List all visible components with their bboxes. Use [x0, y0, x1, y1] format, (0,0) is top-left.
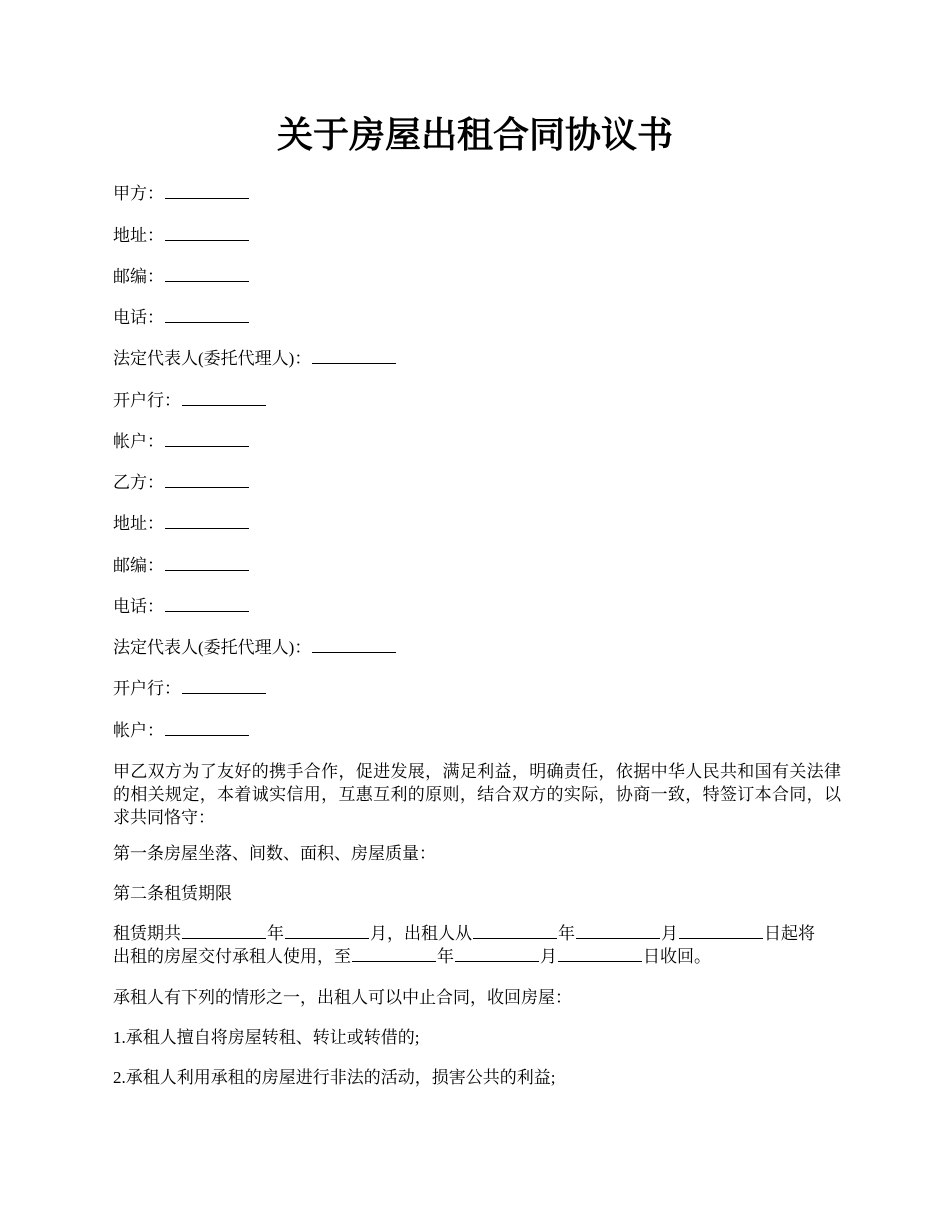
party-b-name-field [113, 471, 250, 494]
document-title: 关于房屋出租合同协议书 [276, 115, 673, 156]
termination-item-1: 1.承租人擅自将房屋转租、转让或转借的; [113, 1028, 420, 1047]
party-a-name-blank [165, 182, 249, 199]
party-a-address-blank [165, 224, 249, 241]
party-b-bank-label: 开户行： [113, 679, 181, 698]
party-a-rep-blank [312, 347, 396, 364]
party-a-account-label: 帐户： [113, 432, 164, 451]
lease-term-line-1 [113, 922, 815, 945]
end-month-blank [455, 945, 539, 962]
party-a-name-field [113, 182, 250, 205]
party-b-account-field [113, 719, 250, 742]
end-year-blank [352, 945, 436, 962]
party-b-phone-blank [165, 595, 249, 612]
start-day-blank [679, 922, 763, 939]
article-1-heading: 第一条房屋坐落、间数、面积、房屋质量： [113, 844, 436, 863]
party-b-phone-field [113, 595, 250, 618]
lease-term-text: 日起将 [764, 924, 815, 943]
party-b-account-blank [165, 719, 249, 736]
party-b-address-blank [165, 512, 249, 529]
lease-term-text: 月 [661, 924, 678, 943]
lease-term-text: 年 [267, 924, 284, 943]
termination-item-2: 2.承租人利用承租的房屋进行非法的活动，损害公共的利益; [113, 1068, 556, 1087]
party-a-address-field [113, 224, 250, 247]
lease-term-months-blank [285, 922, 369, 939]
party-a-address-label: 地址： [113, 226, 164, 245]
lease-term-years-blank [182, 922, 266, 939]
party-a-name-label: 甲方： [113, 184, 164, 203]
party-b-rep-field [113, 636, 397, 659]
end-day-blank [558, 945, 642, 962]
party-b-postcode-field [113, 554, 250, 577]
party-b-postcode-blank [165, 554, 249, 571]
party-a-phone-blank [165, 306, 249, 323]
party-b-address-label: 地址： [113, 514, 164, 533]
party-a-bank-label: 开户行： [113, 391, 181, 410]
party-b-postcode-label: 邮编： [113, 556, 164, 575]
preamble-paragraph: 甲乙双方为了友好的携手合作，促进发展，满足利益，明确责任，依据中华人民共和国有关法律的相关规定，本着诚实信用，互惠互利的原则，结合双方的实际，协商一致，特签订本合同，以求共同恪守： [113, 762, 841, 827]
lease-term-line-2 [113, 945, 711, 968]
termination-intro: 承租人有下列的情形之一，出租人可以中止合同，收回房屋： [113, 988, 572, 1007]
party-a-postcode-blank [165, 265, 249, 282]
lease-term-text: 年 [437, 947, 454, 966]
party-b-bank-blank [182, 677, 266, 694]
party-b-rep-blank [312, 636, 396, 653]
party-a-account-blank [165, 430, 249, 447]
lease-term-text: 日收回。 [643, 947, 711, 966]
party-b-address-field [113, 512, 250, 535]
party-a-postcode-label: 邮编： [113, 267, 164, 286]
lease-term-text: 出租的房屋交付承租人使用，至 [113, 947, 351, 966]
party-b-bank-field [113, 677, 267, 700]
party-a-postcode-field [113, 265, 250, 288]
lease-term-text: 租赁期共 [113, 924, 181, 943]
party-a-rep-label: 法定代表人(委托代理人)： [113, 349, 312, 368]
start-year-blank [473, 922, 557, 939]
party-b-phone-label: 电话： [113, 597, 164, 616]
party-a-rep-field [113, 347, 397, 370]
start-month-blank [576, 922, 660, 939]
lease-term-text: 月，出租人从 [370, 924, 472, 943]
lease-term-text: 月 [540, 947, 557, 966]
party-b-name-label: 乙方： [113, 473, 164, 492]
party-a-phone-field [113, 306, 250, 329]
party-a-bank-blank [182, 389, 266, 406]
party-a-account-field [113, 430, 250, 453]
party-b-account-label: 帐户： [113, 721, 164, 740]
lease-term-text: 年 [558, 924, 575, 943]
party-b-rep-label: 法定代表人(委托代理人)： [113, 638, 312, 657]
party-b-name-blank [165, 471, 249, 488]
party-a-bank-field [113, 389, 267, 412]
party-a-phone-label: 电话： [113, 308, 164, 327]
article-2-heading: 第二条租赁期限 [113, 884, 232, 903]
